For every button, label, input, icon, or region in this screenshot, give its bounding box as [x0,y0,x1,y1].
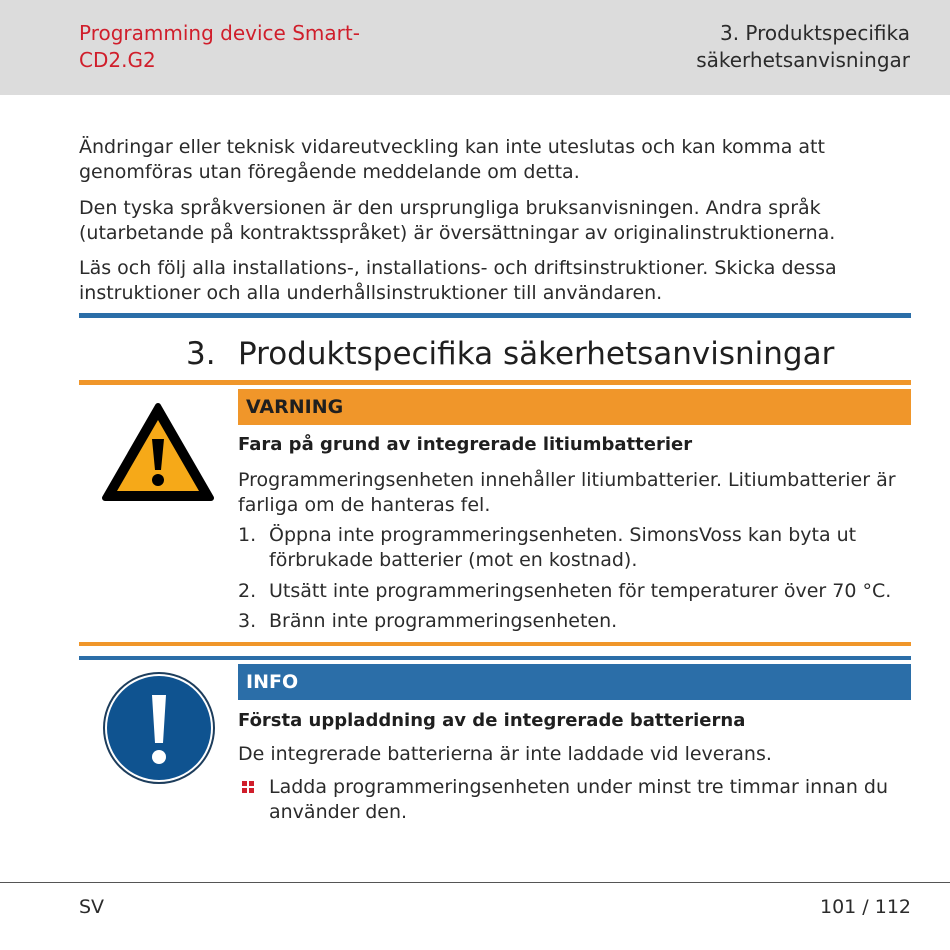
action-text: Ladda programmeringsenheten under minst tre timmar innan du använder den. [269,776,889,823]
chapter-reference: 3. Produktspecifika säkerhetsanvisningar [696,21,910,72]
page-header [0,0,950,95]
warning-banner: VARNING [238,389,911,425]
footer-divider [0,882,950,883]
exclamation-circle-icon [102,671,216,785]
intro-paragraph-3: Läs och följ alla installations-, installations- och driftsinstruktioner. Skicka dessa instruktioner och alla underhållsinstruktioner till användaren. [79,257,837,304]
warning-triangle-icon [101,402,215,502]
info-banner: INFO [238,664,911,700]
chapter-number: 3. [186,336,216,372]
page-number: 101 / 112 [819,896,911,918]
step-number: 2. [238,580,257,602]
chapter-heading [186,334,834,374]
warning-top-rule [79,380,911,385]
info-text: De integrerade batterierna är inte laddade vid leverans. [238,743,772,765]
chapter-title: Produktspecifika säkerhetsanvisningar [238,336,835,372]
warning-step [238,579,911,604]
step-text: Utsätt inte programmeringsenheten för temperaturer över 70 °C. [269,580,892,602]
intro-paragraph-1: Ändringar eller teknisk vidareutveckling kan inte uteslutas och kan komma att genomföras utan föregående meddelande om detta. [79,136,825,183]
warning-step [238,523,911,573]
warning-heading: Fara på grund av integrerade litiumbatterier [238,434,693,455]
footer-language: SV [79,896,105,918]
info-action [238,775,911,825]
step-text: Öppna inte programmeringsenheten. SimonsVoss kan byta ut förbrukade batterier (mot en kostnad). [269,524,857,571]
document-title: Programming device Smart-CD2.G2 [79,21,360,72]
warning-text: Programmeringsenheten innehåller litiumbatterier. Litiumbatterier är farliga om de hanteras fel. [238,469,896,516]
intro-paragraph-2: Den tyska språkversionen är den ursprungliga bruksanvisningen. Andra språk (utarbetande på kontraktsspråket) är översättningar av originalinstruktionerna. [79,197,836,244]
info-top-rule [79,656,911,660]
step-number: 3. [238,610,257,632]
info-heading: Första uppladdning av de integrerade batterierna [238,710,746,731]
step-number: 1. [238,524,257,546]
action-bullet-icon [242,781,255,794]
warning-step [238,609,911,634]
chapter-top-rule [79,313,911,318]
warning-bottom-rule [79,642,911,646]
step-text: Bränn inte programmeringsenheten. [269,610,618,632]
